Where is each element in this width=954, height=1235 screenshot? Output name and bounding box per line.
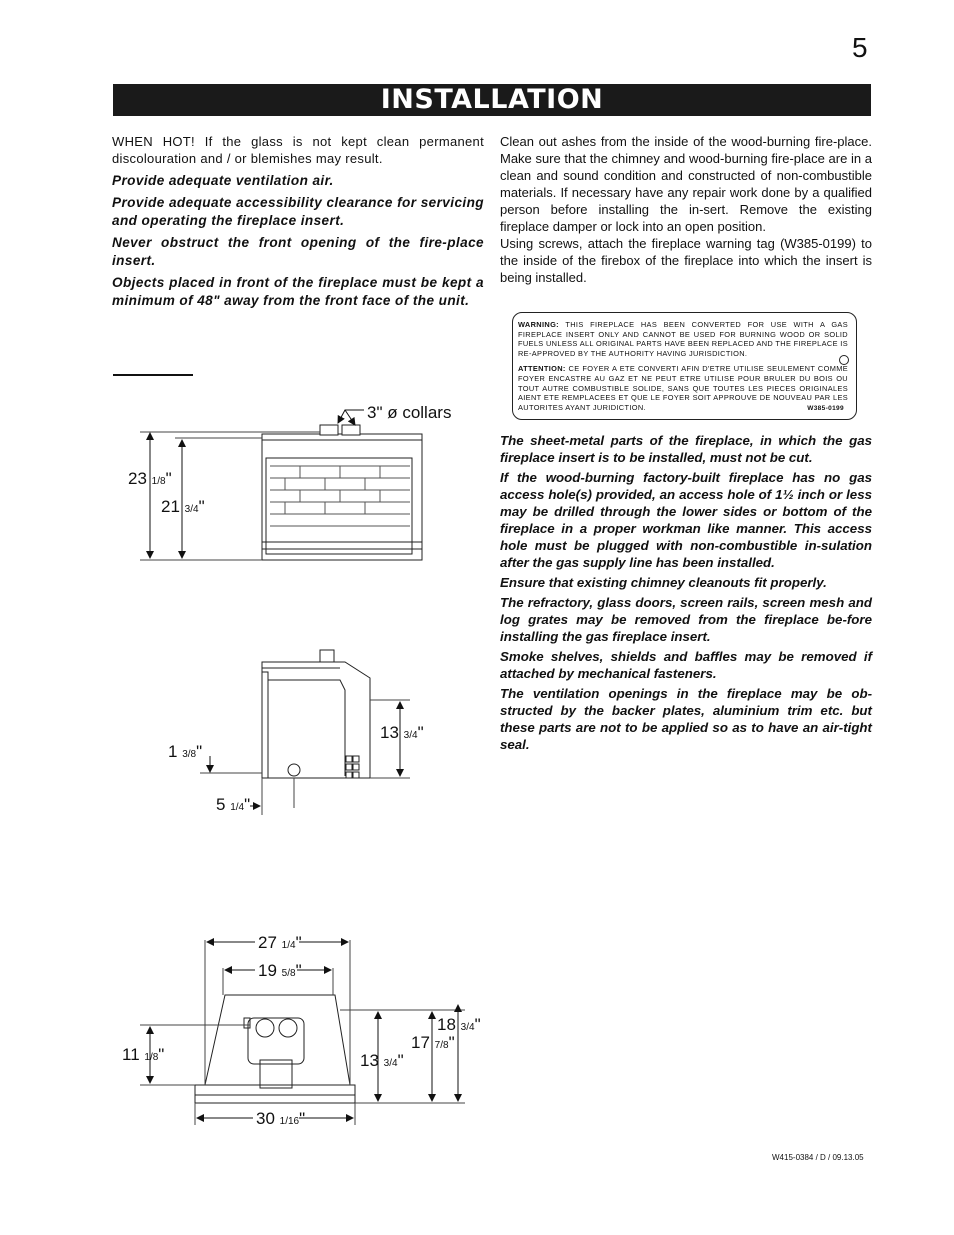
front-height-21-label: 21 3/4" <box>161 497 205 516</box>
top-collar-right-icon <box>279 1019 297 1037</box>
side-offset-whole: 5 <box>216 795 226 814</box>
note-access-hole: If the wood-burning factory-built fireplace has no gas access hole(s) provided, an access hole of 1½ inch or less may be drilled through the lower sides or bottom of the fireplace in a proper workman like manner. This access hole must be plugged with non-combustible in-sulation after the gas supply line has been installed. <box>500 470 872 570</box>
top-width-19-fraction: 5/8 <box>281 968 296 979</box>
top-width-27-label: 27 1/4" <box>258 933 302 952</box>
top-width-30-label: 30 1/16" <box>256 1109 306 1128</box>
side-view-drawing <box>200 650 410 815</box>
top-depth-11-fraction: 1/8 <box>144 1052 159 1063</box>
front-height-23-whole: 23 <box>128 469 147 488</box>
top-width-30-fraction: 1/16 <box>279 1116 300 1127</box>
front-firebox <box>266 458 412 554</box>
side-height-13-whole: 13 <box>380 723 399 742</box>
tag-warning-label: WARNING: <box>518 320 559 329</box>
top-width-19-whole: 19 <box>258 961 277 980</box>
front-height-23-fraction: 1/8 <box>151 476 166 487</box>
top-depth-18-whole: 18 <box>437 1015 456 1034</box>
note-refractory: The refractory, glass doors, screen rails, screen mesh and log grates may be removed from the fireplace be-fore installing the gas fireplace insert. <box>500 595 872 644</box>
top-depth-17-label: 17 7/8" <box>411 1033 455 1052</box>
section-title: INSTALLATION <box>113 84 871 116</box>
top-depth-13-whole: 13 <box>360 1051 379 1070</box>
side-height-13-label: 13 3/4" <box>380 723 424 742</box>
front-height-21-fraction: 3/4 <box>184 504 199 515</box>
top-depth-17-fraction: 7/8 <box>434 1040 449 1051</box>
side-vent-grid <box>346 756 359 778</box>
front-height-23-label: 23 1/8" <box>128 469 172 488</box>
top-depth-11-whole: 11 <box>122 1045 140 1064</box>
top-collar-left-icon <box>256 1019 274 1037</box>
warning-obstruct: Never obstruct the front opening of the fire-place insert. <box>112 235 484 268</box>
side-offset-fraction: 1/4 <box>230 802 245 813</box>
note-cleanouts: Ensure that existing chimney cleanouts fit properly. <box>500 575 827 590</box>
collar-right-icon <box>342 425 360 435</box>
document-code: W415-0384 / D / 09.13.05 <box>772 1153 864 1162</box>
side-small-whole: 1 <box>168 742 178 761</box>
top-width-30-whole: 30 <box>256 1109 275 1128</box>
tag-warning-text: THIS FIREPLACE HAS BEEN CONVERTED FOR USE WITH A GAS FIREPLACE INSERT ONLY AND CANNOT BE USED FOR BURNING WOOD OR SOLID FUELS UNLESS ALL ORIGINAL PARTS HAVE BEEN REPLACED AND THE FIREPLACE IS RE-APPROVED BY THE AUTHORITY HAVING JURISDICTION. <box>518 320 848 358</box>
side-small-label: 1 3/8" <box>168 742 203 761</box>
note-smoke-shelves: Smoke shelves, shields and baffles may be removed if attached by mechanical fasteners. <box>500 649 872 681</box>
page-number: 5 <box>852 32 868 63</box>
top-depth-11-label: 11 1/8" <box>122 1045 165 1064</box>
note-ventilation: The ventilation openings in the fireplace may be ob-structed by the backer plates, aluminium trim etc. but these parts are not to be applied so as to have an air-tight seal. <box>500 686 872 752</box>
cleanout-paragraph: Clean out ashes from the inside of the wood-burning fire-place. Make sure that the chimney and wood-burning fire-place are in a clean and sound condition and constructed of non-combustible materials. If necessary have any repair work done by a qualified person before installing the in-sert. Remove the existing fireplace damper or lock into an open position. <box>500 134 872 234</box>
side-height-13-fraction: 3/4 <box>403 730 418 741</box>
top-depth-13-fraction: 3/4 <box>383 1058 398 1069</box>
intro-text: WHEN HOT! If the glass is not kept clean permanent discolouration and / or blemishes may result. <box>112 134 484 166</box>
top-width-27-fraction: 1/4 <box>281 940 296 951</box>
top-depth-17-whole: 17 <box>411 1033 430 1052</box>
top-depth-13-label: 13 3/4" <box>360 1051 404 1070</box>
warning-objects: Objects placed in front of the fireplace must be kept a minimum of 48" away from the front face of the unit. <box>112 275 484 308</box>
collars-label: 3" ø collars <box>367 403 452 422</box>
tag-attention-text: CE FOYER A ETE CONVERTI AFIN D'ETRE UTILISE SEULEMENT COMME FOYER ENCASTRE AU GAZ ET NE PEUT ETRE UTILISE POUR BRULER DU BOIS OU TOUT AUTRE COMBUSTIBLE SOLIDE, SANS QUE TOUTES LES PIECES ORIGINALES AIENT ETE REMPLACEES ET QUE LE FOYER SOIT APPROUVE DE NOUVEAU PAR LES AUTORITES AYANT JURIDICTION. <box>518 364 849 412</box>
warning-tag-paragraph: Using screws, attach the fireplace warning tag (W385-0199) to the inside of the firebox of the fireplace into which the insert is being installed. <box>500 236 872 285</box>
warning-clearance: Provide adequate accessibility clearance for servicing and operating the fireplace insert. <box>112 195 484 228</box>
collar-left-icon <box>320 425 338 435</box>
brick-pattern <box>270 466 410 526</box>
side-offset-label: 5 1/4" <box>216 795 251 814</box>
top-width-27-whole: 27 <box>258 933 277 952</box>
top-depth-18-fraction: 3/4 <box>460 1022 475 1033</box>
front-height-21-whole: 21 <box>161 497 180 516</box>
top-width-19-label: 19 5/8" <box>258 961 302 980</box>
top-depth-18-label: 18 3/4" <box>437 1015 481 1034</box>
tag-attention-label: ATTENTION: <box>518 364 566 374</box>
side-small-fraction: 3/8 <box>182 749 197 760</box>
collar-leader <box>338 410 364 423</box>
note-sheet-metal: The sheet-metal parts of the fireplace, in which the gas fireplace insert is to be installed, must not be cut. <box>500 433 872 465</box>
side-collar-icon <box>320 650 334 662</box>
warning-ventilation: Provide adequate ventilation air. <box>112 173 334 188</box>
tag-code: W385-0199 <box>807 405 844 413</box>
